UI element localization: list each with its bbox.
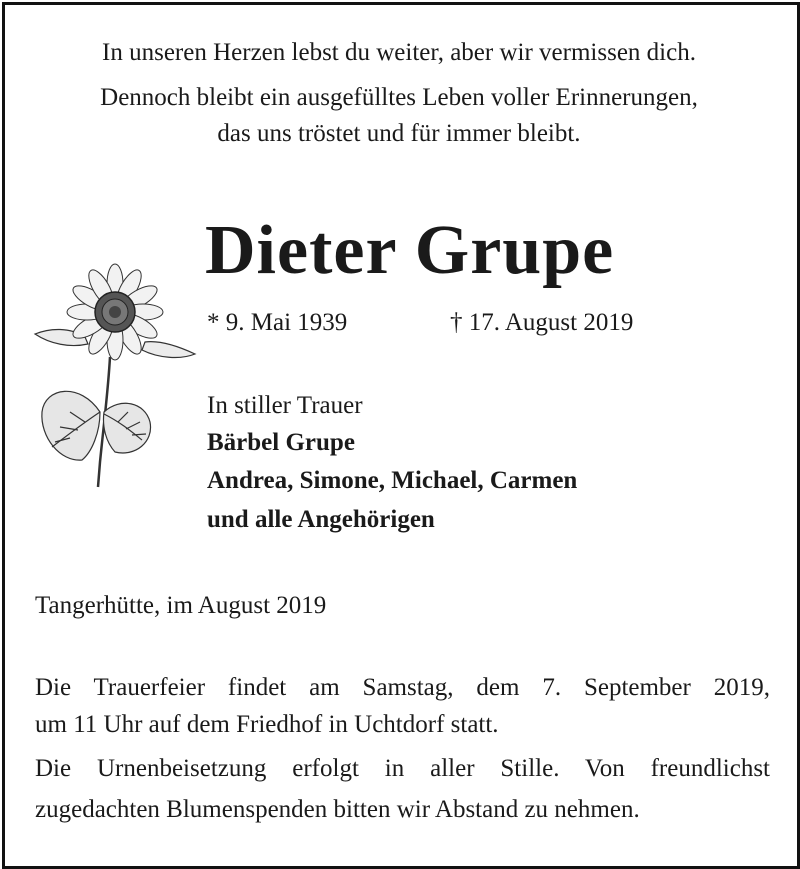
death-date: † 17. August 2019	[450, 309, 634, 336]
mourner-others: und alle Angehörigen	[207, 506, 435, 533]
mourner-children: Andrea, Simone, Michael, Carmen	[207, 467, 578, 494]
notice-line-1: Die Trauerfeier findet am Samstag, dem 7. September 2019,	[35, 674, 770, 701]
sunflower-illustration	[30, 262, 200, 492]
notice-line-2: um 11 Uhr auf dem Friedhof in Uchtdorf statt.	[35, 711, 499, 738]
mourner-spouse: Bärbel Grupe	[207, 429, 355, 456]
verse-line-3: das uns tröstet und für immer bleibt.	[217, 120, 581, 147]
verse-line-1: In unseren Herzen lebst du weiter, aber wir vermissen dich.	[102, 39, 696, 66]
mourners-intro: In stiller Trauer	[207, 392, 363, 419]
notice-line-3: Die Urnenbeisetzung erfolgt in aller Stille. Von freundlichst	[35, 755, 770, 782]
birth-date: * 9. Mai 1939	[207, 309, 348, 336]
verse-line-2: Dennoch bleibt ein ausgefülltes Leben voller Erinnerungen,	[100, 84, 698, 111]
deceased-name: Dieter Grupe	[205, 212, 615, 289]
notice-line-4: zugedachten Blumenspenden bitten wir Abstand zu nehmen.	[35, 796, 640, 823]
place-date: Tangerhütte, im August 2019	[35, 592, 327, 619]
